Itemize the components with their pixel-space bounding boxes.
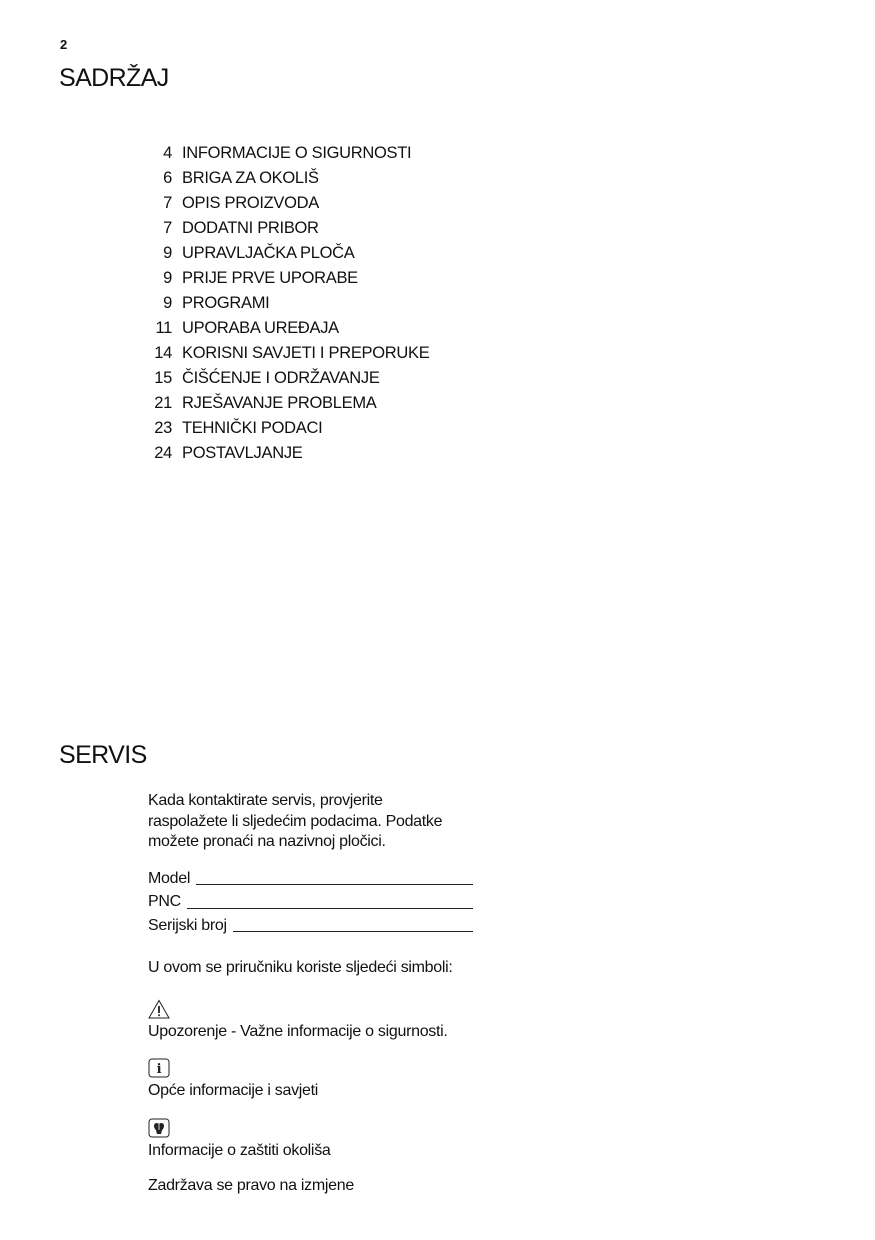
serial-number-field bbox=[148, 913, 473, 937]
intro-line: možete pronaći na nazivnoj pločici. bbox=[148, 833, 386, 850]
toc-entry[interactable] bbox=[140, 216, 429, 241]
toc-label: PROGRAMI bbox=[182, 294, 270, 312]
environment-icon bbox=[148, 1118, 170, 1138]
blank-line bbox=[187, 908, 473, 909]
toc-page-number: 15 bbox=[154, 369, 172, 387]
warning-icon bbox=[148, 999, 170, 1019]
toc-page-number: 24 bbox=[154, 444, 172, 462]
service-section bbox=[148, 791, 488, 1213]
symbol-description: Opće informacije i savjeti bbox=[148, 1082, 319, 1099]
field-label: Serijski broj bbox=[148, 916, 227, 934]
toc-label: KORISNI SAVJETI I PREPORUKE bbox=[182, 344, 430, 362]
toc-entry[interactable] bbox=[140, 191, 429, 216]
toc-label: OPIS PROIZVODA bbox=[182, 194, 319, 212]
toc-entry[interactable] bbox=[140, 391, 429, 416]
toc-entry[interactable] bbox=[140, 341, 429, 366]
final-note: Zadržava se pravo na izmjene bbox=[148, 1177, 354, 1194]
intro-line: raspolažete li sljedećim podacima. Podatke bbox=[148, 812, 443, 830]
toc-label: INFORMACIJE O SIGURNOSTI bbox=[182, 144, 412, 162]
toc-entry[interactable] bbox=[140, 316, 429, 341]
contents-title: SADRŽAJ bbox=[59, 64, 169, 92]
toc-page-number: 9 bbox=[163, 294, 172, 312]
blank-line bbox=[196, 884, 473, 885]
toc-entry[interactable] bbox=[140, 366, 429, 391]
toc-page-number: 21 bbox=[154, 394, 172, 412]
toc-label: PRIJE PRVE UPORABE bbox=[182, 269, 358, 287]
toc-label: DODATNI PRIBOR bbox=[182, 219, 319, 237]
toc-page-number: 7 bbox=[163, 194, 172, 212]
toc-label: RJEŠAVANJE PROBLEMA bbox=[182, 394, 377, 412]
symbol-description: Informacije o zaštiti okoliša bbox=[148, 1141, 331, 1159]
svg-text:i: i bbox=[156, 1062, 162, 1077]
symbol-info bbox=[148, 1058, 488, 1102]
symbols-intro: U ovom se priručniku koriste sljedeći simboli: bbox=[148, 959, 453, 976]
service-intro bbox=[148, 791, 488, 853]
symbol-environment bbox=[148, 1118, 488, 1162]
toc-label: UPORABA UREĐAJA bbox=[182, 319, 339, 337]
toc-page-number: 14 bbox=[154, 344, 172, 362]
toc-label: POSTAVLJANJE bbox=[182, 444, 303, 462]
model-field bbox=[148, 866, 473, 890]
toc-page-number: 7 bbox=[163, 219, 172, 237]
page-number: 2 bbox=[60, 37, 68, 52]
toc-entry[interactable] bbox=[140, 266, 429, 291]
toc-page-number: 9 bbox=[163, 244, 172, 262]
field-label: Model bbox=[148, 869, 191, 887]
intro-line: Kada kontaktirate servis, provjerite bbox=[148, 792, 383, 809]
info-icon bbox=[148, 1058, 170, 1078]
table-of-contents bbox=[140, 141, 429, 466]
symbol-description: Upozorenje - Važne informacije o sigurnosti. bbox=[148, 1022, 448, 1040]
toc-page-number: 4 bbox=[163, 144, 172, 162]
symbol-warning bbox=[148, 999, 488, 1043]
toc-entry[interactable] bbox=[140, 441, 429, 466]
toc-entry[interactable] bbox=[140, 416, 429, 441]
pnc-field bbox=[148, 889, 473, 913]
toc-label: BRIGA ZA OKOLIŠ bbox=[182, 169, 319, 187]
toc-entry[interactable] bbox=[140, 291, 429, 316]
toc-label: ČIŠĆENJE I ODRŽAVANJE bbox=[182, 369, 380, 387]
toc-page-number: 23 bbox=[154, 419, 172, 437]
toc-page-number: 11 bbox=[155, 319, 172, 337]
toc-label: UPRAVLJAČKA PLOČA bbox=[182, 244, 355, 262]
toc-page-number: 9 bbox=[163, 269, 172, 287]
toc-entry[interactable] bbox=[140, 241, 429, 266]
toc-label: TEHNIČKI PODACI bbox=[182, 419, 323, 437]
toc-page-number: 6 bbox=[163, 169, 172, 187]
toc-entry[interactable] bbox=[140, 141, 429, 166]
toc-entry[interactable] bbox=[140, 166, 429, 191]
service-title: SERVIS bbox=[59, 741, 147, 769]
field-label: PNC bbox=[148, 893, 181, 910]
blank-line bbox=[233, 931, 473, 932]
service-fields bbox=[148, 866, 473, 937]
